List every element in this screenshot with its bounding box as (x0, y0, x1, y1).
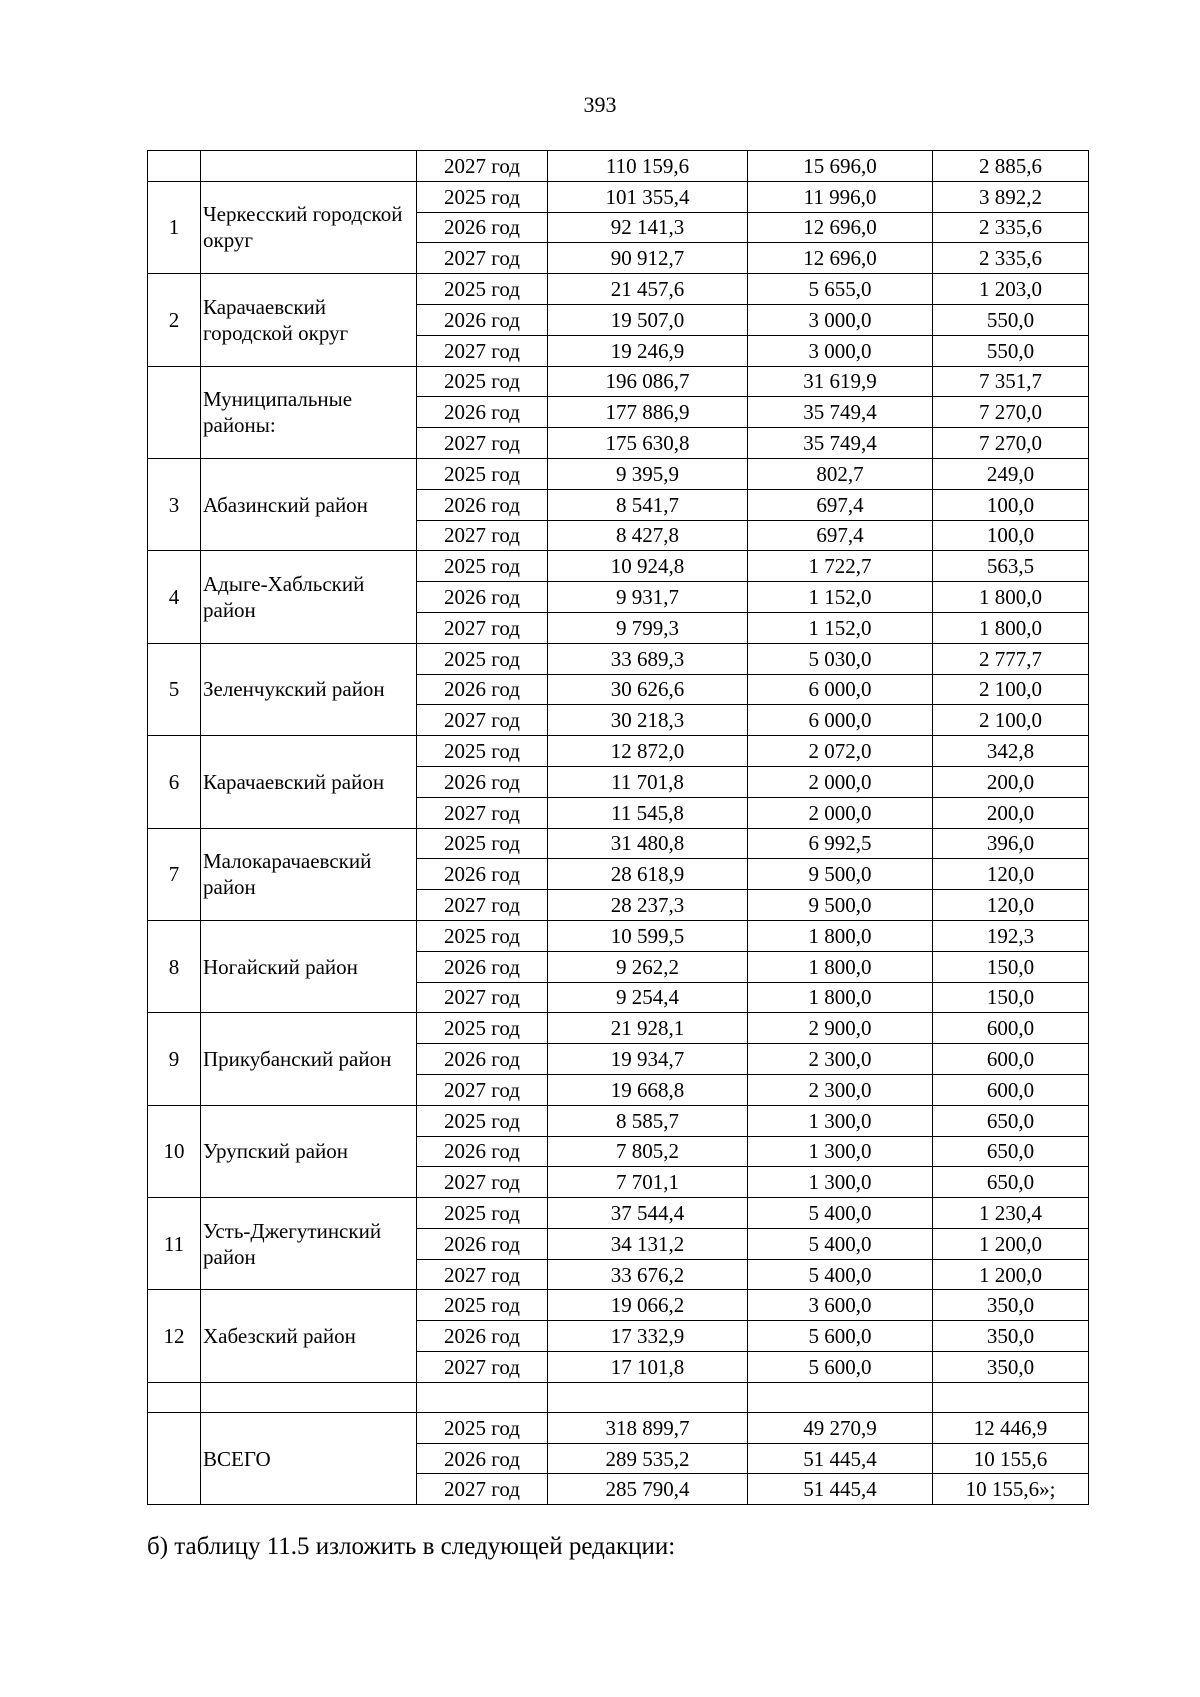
value-cell: 9 395,9 (548, 458, 748, 489)
year-cell: 2027 год (417, 705, 548, 736)
value-cell: 1 200,0 (933, 1259, 1089, 1290)
year-cell: 2027 год (417, 1352, 548, 1383)
value-cell: 1 300,0 (748, 1136, 933, 1167)
table-row (148, 458, 1089, 489)
value-cell: 9 500,0 (748, 890, 933, 921)
row-number: 2 (148, 274, 201, 366)
value-cell: 35 749,4 (748, 428, 933, 459)
value-cell: 33 676,2 (548, 1259, 748, 1290)
value-cell: 110 159,6 (548, 151, 748, 182)
page-number: 393 (583, 92, 617, 117)
value-cell: 5 030,0 (748, 643, 933, 674)
table-row (148, 551, 1089, 582)
year-cell: 2025 год (417, 458, 548, 489)
budget-table (147, 150, 1089, 1505)
table-row (148, 920, 1089, 951)
value-cell: 1 800,0 (748, 951, 933, 982)
value-cell: 12 696,0 (748, 243, 933, 274)
year-cell: 2025 год (417, 1412, 548, 1443)
value-cell: 2 900,0 (748, 1013, 933, 1044)
value-cell: 200,0 (933, 797, 1089, 828)
value-cell: 28 237,3 (548, 890, 748, 921)
value-cell: 2 000,0 (748, 766, 933, 797)
value-cell: 175 630,8 (548, 428, 748, 459)
value-cell: 650,0 (933, 1136, 1089, 1167)
value-cell: 30 218,3 (548, 705, 748, 736)
value-cell: 19 246,9 (548, 335, 748, 366)
value-cell: 49 270,9 (748, 1412, 933, 1443)
value-cell: 19 507,0 (548, 304, 748, 335)
year-cell: 2025 год (417, 1198, 548, 1229)
value-cell: 28 618,9 (548, 859, 748, 890)
value-cell: 101 355,4 (548, 181, 748, 212)
value-cell: 8 541,7 (548, 489, 748, 520)
value-cell: 5 400,0 (748, 1259, 933, 1290)
empty-cell (201, 1382, 417, 1412)
value-cell: 5 400,0 (748, 1228, 933, 1259)
municipality-name: ВСЕГО (201, 1412, 417, 1504)
value-cell: 650,0 (933, 1167, 1089, 1198)
municipality-name: Карачаевский городской округ (201, 274, 417, 366)
row-number: 8 (148, 920, 201, 1012)
value-cell: 100,0 (933, 520, 1089, 551)
value-cell: 1 230,4 (933, 1198, 1089, 1229)
year-cell: 2027 год (417, 890, 548, 921)
value-cell: 12 696,0 (748, 212, 933, 243)
value-cell: 33 689,3 (548, 643, 748, 674)
value-cell: 31 619,9 (748, 366, 933, 397)
value-cell: 1 152,0 (748, 582, 933, 613)
value-cell: 9 931,7 (548, 582, 748, 613)
value-cell: 34 131,2 (548, 1228, 748, 1259)
value-cell: 1 152,0 (748, 612, 933, 643)
table-row (148, 643, 1089, 674)
value-cell: 6 000,0 (748, 674, 933, 705)
value-cell: 350,0 (933, 1321, 1089, 1352)
value-cell: 550,0 (933, 304, 1089, 335)
value-cell: 196 086,7 (548, 366, 748, 397)
year-cell: 2025 год (417, 828, 548, 859)
value-cell: 289 535,2 (548, 1443, 748, 1474)
value-cell: 51 445,4 (748, 1443, 933, 1474)
row-number: 10 (148, 1105, 201, 1197)
value-cell: 9 254,4 (548, 982, 748, 1013)
value-cell: 100,0 (933, 489, 1089, 520)
year-cell: 2027 год (417, 1474, 548, 1505)
year-cell: 2026 год (417, 951, 548, 982)
year-cell: 2026 год (417, 304, 548, 335)
value-cell: 35 749,4 (748, 397, 933, 428)
year-cell: 2026 год (417, 582, 548, 613)
value-cell: 2 100,0 (933, 674, 1089, 705)
spacer-row (148, 1382, 1089, 1412)
table-body (148, 151, 1089, 1505)
empty-cell (748, 1382, 933, 1412)
value-cell: 350,0 (933, 1290, 1089, 1321)
value-cell: 600,0 (933, 1044, 1089, 1075)
value-cell: 6 992,5 (748, 828, 933, 859)
table-row (148, 366, 1089, 397)
year-cell: 2027 год (417, 1074, 548, 1105)
value-cell: 11 545,8 (548, 797, 748, 828)
year-cell: 2027 год (417, 1259, 548, 1290)
value-cell: 697,4 (748, 520, 933, 551)
value-cell: 120,0 (933, 890, 1089, 921)
row-number: 4 (148, 551, 201, 643)
value-cell: 650,0 (933, 1105, 1089, 1136)
value-cell: 90 912,7 (548, 243, 748, 274)
year-cell: 2025 год (417, 736, 548, 767)
municipality-name: Карачаевский район (201, 736, 417, 828)
value-cell: 150,0 (933, 951, 1089, 982)
row-number: 1 (148, 181, 201, 273)
year-cell: 2026 год (417, 859, 548, 890)
value-cell: 3 600,0 (748, 1290, 933, 1321)
value-cell: 1 200,0 (933, 1228, 1089, 1259)
value-cell: 5 655,0 (748, 274, 933, 305)
row-number: 12 (148, 1290, 201, 1382)
year-cell: 2027 год (417, 151, 548, 182)
value-cell: 1 800,0 (933, 582, 1089, 613)
value-cell: 1 722,7 (748, 551, 933, 582)
year-cell: 2025 год (417, 643, 548, 674)
year-cell: 2027 год (417, 520, 548, 551)
year-cell: 2026 год (417, 674, 548, 705)
value-cell: 92 141,3 (548, 212, 748, 243)
value-cell: 5 600,0 (748, 1321, 933, 1352)
value-cell: 7 701,1 (548, 1167, 748, 1198)
value-cell: 177 886,9 (548, 397, 748, 428)
value-cell: 2 300,0 (748, 1074, 933, 1105)
value-cell: 5 600,0 (748, 1352, 933, 1383)
value-cell: 12 446,9 (933, 1412, 1089, 1443)
municipality-name: Зеленчукский район (201, 643, 417, 735)
municipality-name: Урупский район (201, 1105, 417, 1197)
year-cell: 2026 год (417, 766, 548, 797)
year-cell: 2026 год (417, 1044, 548, 1075)
value-cell: 2 000,0 (748, 797, 933, 828)
value-cell: 10 155,6»; (933, 1474, 1089, 1505)
value-cell: 21 928,1 (548, 1013, 748, 1044)
year-cell: 2027 год (417, 428, 548, 459)
municipality-name: Адыге-Хабльский район (201, 551, 417, 643)
municipality-name: Ногайский район (201, 920, 417, 1012)
empty-cell (548, 1382, 748, 1412)
value-cell: 3 892,2 (933, 181, 1089, 212)
value-cell: 802,7 (748, 458, 933, 489)
row-number: 3 (148, 458, 201, 550)
value-cell: 2 335,6 (933, 212, 1089, 243)
municipality-name: Малокарачаевский район (201, 828, 417, 920)
year-cell: 2026 год (417, 1136, 548, 1167)
municipality-name: Муниципальные районы: (201, 366, 417, 458)
value-cell: 396,0 (933, 828, 1089, 859)
value-cell: 37 544,4 (548, 1198, 748, 1229)
value-cell: 563,5 (933, 551, 1089, 582)
value-cell: 9 799,3 (548, 612, 748, 643)
year-cell: 2027 год (417, 335, 548, 366)
value-cell: 19 066,2 (548, 1290, 748, 1321)
value-cell: 2 885,6 (933, 151, 1089, 182)
table-row (148, 1013, 1089, 1044)
value-cell: 600,0 (933, 1013, 1089, 1044)
row-number (148, 366, 201, 458)
row-number: 9 (148, 1013, 201, 1105)
empty-cell (148, 1382, 201, 1412)
value-cell: 1 800,0 (748, 982, 933, 1013)
value-cell: 150,0 (933, 982, 1089, 1013)
value-cell: 1 300,0 (748, 1105, 933, 1136)
value-cell: 10 599,5 (548, 920, 748, 951)
municipality-name: Усть-Джегутинский район (201, 1198, 417, 1290)
value-cell: 7 270,0 (933, 428, 1089, 459)
year-cell: 2025 год (417, 920, 548, 951)
year-cell: 2025 год (417, 181, 548, 212)
value-cell: 2 100,0 (933, 705, 1089, 736)
value-cell: 550,0 (933, 335, 1089, 366)
value-cell: 2 335,6 (933, 243, 1089, 274)
municipality-name: Хабезский район (201, 1290, 417, 1382)
value-cell: 1 800,0 (748, 920, 933, 951)
table-row (148, 1290, 1089, 1321)
row-number: 7 (148, 828, 201, 920)
year-cell: 2025 год (417, 366, 548, 397)
value-cell: 697,4 (748, 489, 933, 520)
value-cell: 192,3 (933, 920, 1089, 951)
value-cell: 5 400,0 (748, 1198, 933, 1229)
municipality-name: Абазинский район (201, 458, 417, 550)
value-cell: 2 777,7 (933, 643, 1089, 674)
empty-cell (417, 1382, 548, 1412)
year-cell: 2027 год (417, 982, 548, 1013)
value-cell: 249,0 (933, 458, 1089, 489)
table-row (148, 1198, 1089, 1229)
table-row (148, 274, 1089, 305)
year-cell: 2025 год (417, 1105, 548, 1136)
value-cell: 51 445,4 (748, 1474, 933, 1505)
value-cell: 7 805,2 (548, 1136, 748, 1167)
value-cell: 6 000,0 (748, 705, 933, 736)
table-row (148, 736, 1089, 767)
value-cell: 350,0 (933, 1352, 1089, 1383)
year-cell: 2026 год (417, 1443, 548, 1474)
year-cell: 2025 год (417, 274, 548, 305)
table-row (148, 1412, 1089, 1443)
year-cell: 2026 год (417, 212, 548, 243)
value-cell: 10 155,6 (933, 1443, 1089, 1474)
value-cell: 21 457,6 (548, 274, 748, 305)
value-cell: 30 626,6 (548, 674, 748, 705)
value-cell: 1 300,0 (748, 1167, 933, 1198)
value-cell: 3 000,0 (748, 335, 933, 366)
value-cell: 17 101,8 (548, 1352, 748, 1383)
year-cell: 2026 год (417, 397, 548, 428)
value-cell: 8 585,7 (548, 1105, 748, 1136)
value-cell: 342,8 (933, 736, 1089, 767)
year-cell: 2027 год (417, 1167, 548, 1198)
value-cell: 12 872,0 (548, 736, 748, 767)
value-cell: 10 924,8 (548, 551, 748, 582)
row-number (148, 1412, 201, 1504)
year-cell: 2027 год (417, 797, 548, 828)
value-cell: 11 996,0 (748, 181, 933, 212)
value-cell: 7 270,0 (933, 397, 1089, 428)
empty-cell (933, 1382, 1089, 1412)
value-cell: 11 701,8 (548, 766, 748, 797)
value-cell: 19 668,8 (548, 1074, 748, 1105)
year-cell: 2025 год (417, 1290, 548, 1321)
value-cell: 1 203,0 (933, 274, 1089, 305)
value-cell: 19 934,7 (548, 1044, 748, 1075)
value-cell: 15 696,0 (748, 151, 933, 182)
table-row (148, 828, 1089, 859)
municipality-name: Черкесский городской округ (201, 181, 417, 273)
value-cell: 31 480,8 (548, 828, 748, 859)
table-row (148, 1105, 1089, 1136)
value-cell: 600,0 (933, 1074, 1089, 1105)
value-cell: 3 000,0 (748, 304, 933, 335)
value-cell: 120,0 (933, 859, 1089, 890)
year-cell: 2026 год (417, 489, 548, 520)
value-cell: 17 332,9 (548, 1321, 748, 1352)
value-cell: 318 899,7 (548, 1412, 748, 1443)
municipality-name (201, 151, 417, 182)
year-cell: 2027 год (417, 612, 548, 643)
row-number: 6 (148, 736, 201, 828)
year-cell: 2025 год (417, 1013, 548, 1044)
value-cell: 9 500,0 (748, 859, 933, 890)
value-cell: 285 790,4 (548, 1474, 748, 1505)
year-cell: 2025 год (417, 551, 548, 582)
row-number (148, 151, 201, 182)
value-cell: 2 072,0 (748, 736, 933, 767)
row-number: 5 (148, 643, 201, 735)
value-cell: 2 300,0 (748, 1044, 933, 1075)
table-row (148, 181, 1089, 212)
value-cell: 7 351,7 (933, 366, 1089, 397)
year-cell: 2026 год (417, 1321, 548, 1352)
table-row (148, 151, 1089, 182)
year-cell: 2026 год (417, 1228, 548, 1259)
row-number: 11 (148, 1198, 201, 1290)
value-cell: 9 262,2 (548, 951, 748, 982)
year-cell: 2027 год (417, 243, 548, 274)
value-cell: 8 427,8 (548, 520, 748, 551)
value-cell: 1 800,0 (933, 612, 1089, 643)
municipality-name: Прикубанский район (201, 1013, 417, 1105)
footer-text: б) таблицу 11.5 изложить в следующей редакции: (147, 1533, 676, 1560)
value-cell: 200,0 (933, 766, 1089, 797)
